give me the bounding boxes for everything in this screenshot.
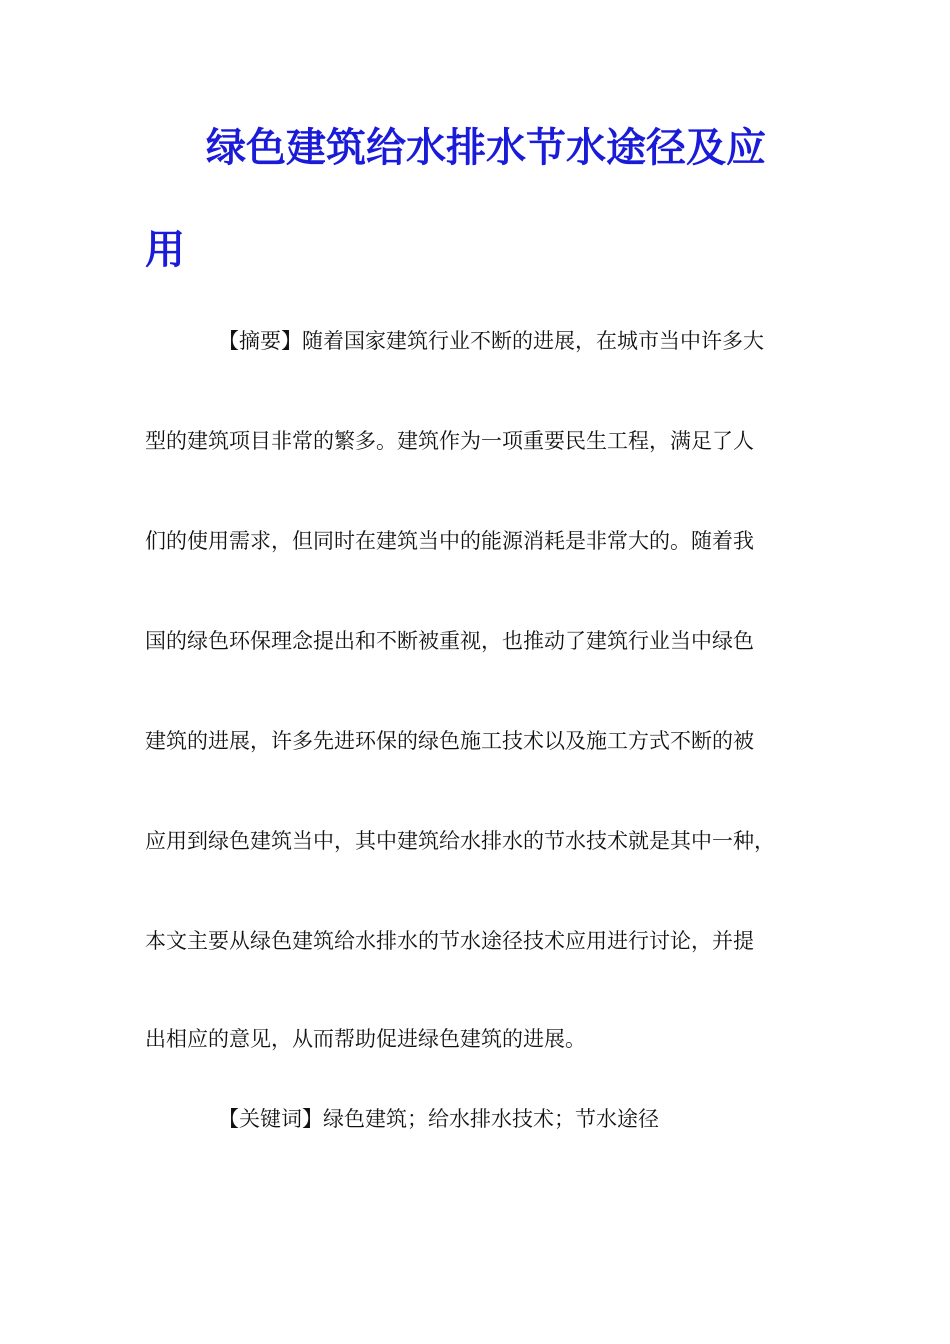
abstract-line-1: 【摘要】随着国家建筑行业不断的进展，在城市当中许多大 [218,329,764,353]
document-title-line-2: 用 [145,227,185,273]
abstract-line-2: 型的建筑项目非常的繁多。建筑作为一项重要民生工程，满足了人 [145,429,754,453]
document-title-line-1: 绿色建筑给水排水节水途径及应 [206,125,766,171]
abstract-line-4: 国的绿色环保理念提出和不断被重视，也推动了建筑行业当中绿色 [145,629,754,653]
keywords-line: 【关键词】绿色建筑；给水排水技术；节水途径 [218,1107,659,1131]
abstract-line-5: 建筑的进展，许多先进环保的绿色施工技术以及施工方式不断的被 [145,729,754,753]
abstract-line-3: 们的使用需求，但同时在建筑当中的能源消耗是非常大的。随着我 [145,529,754,553]
abstract-line-6: 应用到绿色建筑当中，其中建筑给水排水的节水技术就是其中一种， [145,829,775,853]
abstract-line-7: 本文主要从绿色建筑给水排水的节水途径技术应用进行讨论，并提 [145,929,754,953]
abstract-line-8: 出相应的意见，从而帮助促进绿色建筑的进展。 [145,1027,586,1051]
